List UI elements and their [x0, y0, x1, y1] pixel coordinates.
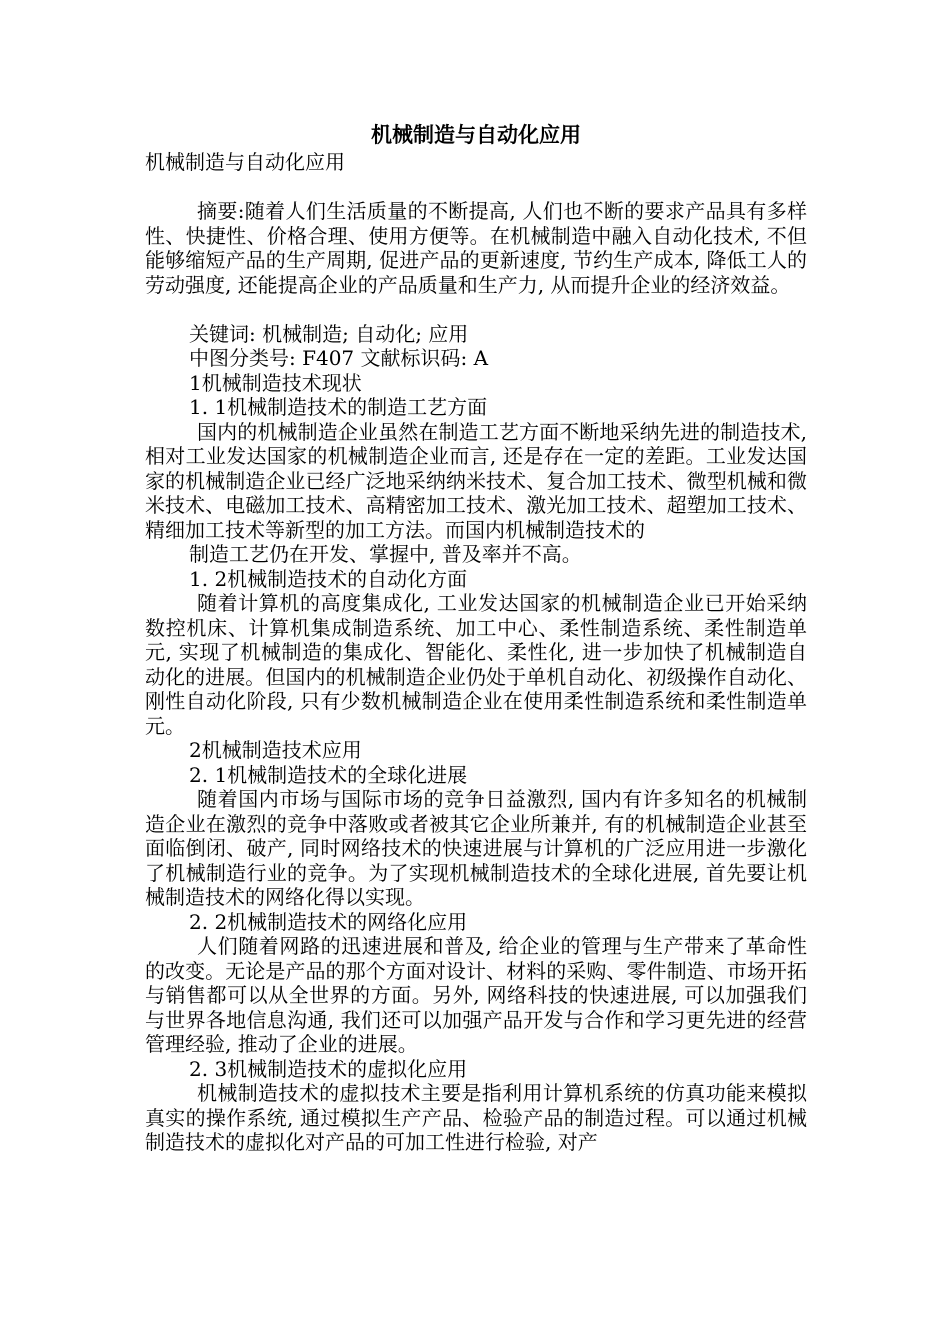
section-1-2-heading: 1. 2机械制造技术的自动化方面	[189, 566, 468, 591]
document-page	[145, 120, 807, 1155]
section-1-1-paragraph: 国内的机械制造企业虽然在制造工艺方面不断地采纳先进的制造技术, 相对工业发达国家的机械制造企业而言, 还是存在一定的差距。工业发达国家的机械制造企业已经广泛地采纳纳米技术、复合加工技术、微型机械和微米技术、电磁加工技术、高精密加工技术、激光加工技术、超塑加工技术、精细加工技术等新型的加工方法。而国内机械制造技术的	[145, 419, 807, 542]
section-2-heading: 2机械制造技术应用	[189, 738, 362, 762]
classification-line: 中图分类号: F407 文献标识码: A	[189, 346, 489, 370]
abstract-paragraph: 摘要:随着人们生活质量的不断提高, 人们也不断的要求产品具有多样性、快捷性、价格合理、使用方便等。在机械制造中融入自动化技术, 不但能够缩短产品的生产周期, 促进产品的更新速度, 节约生产成本, 降低工人的劳动强度, 还能提高企业的产品质量和生产力, 从而提升企业的经济效益。	[145, 199, 807, 297]
keywords-line: 关键词: 机械制造; 自动化; 应用	[189, 321, 469, 346]
spacer	[145, 297, 807, 322]
document-title: 机械制造与自动化应用	[371, 122, 581, 147]
section-2-3-paragraph: 机械制造技术的虚拟技术主要是指利用计算机系统的仿真功能来模拟真实的操作系统, 通过模拟生产产品、检验产品的制造过程。可以通过机械制造技术的虚拟化对产品的可加工性进行检验, 对产	[145, 1081, 807, 1154]
section-2-1-paragraph: 随着国内市场与国际市场的竞争日益激烈, 国内有许多知名的机械制造企业在激烈的竞争中落败或者被其它企业所兼并, 有的机械制造企业甚至面临倒闭、破产, 同时网络技术的快速进展与计算机的广泛应用进一步激化了机械制造行业的竞争。为了实现机械制造技术的全球化进展, 首先要让机械制造技术的网络化得以实现。	[145, 787, 807, 909]
document-subtitle: 机械制造与自动化应用	[145, 150, 345, 174]
section-2-2-paragraph: 人们随着网路的迅速进展和普及, 给企业的管理与生产带来了革命性的改变。无论是产品的那个方面对设计、材料的采购、零件制造、市场开拓与销售都可以从全世界的方面。另外, 网络科技的快速进展, 可以加强我们与世界各地信息沟通, 我们还可以加强产品开发与合作和学习更先进的经营管理经验, 推动了企业的进展。	[145, 934, 807, 1056]
section-2-3-heading: 2. 3机械制造技术的虚拟化应用	[189, 1056, 468, 1081]
section-1-1-heading: 1. 1机械制造技术的制造工艺方面	[189, 395, 488, 419]
spacer	[145, 175, 807, 200]
section-1-2-paragraph: 随着计算机的高度集成化, 工业发达国家的机械制造企业已开始采纳数控机床、计算机集成制造系统、加工中心、柔性制造系统、柔性制造单元, 实现了机械制造的集成化、智能化、柔性化, 进一步加快了机械制造自动化的进展。但国内的机械制造企业仍处于单机自动化、初级操作自动化、刚性自动化阶段, 只有少数机械制造企业在使用柔性制造系统和柔性制造单元。	[145, 591, 807, 738]
section-1-1-continuation: 制造工艺仍在开发、掌握中, 普及率并不高。	[189, 542, 582, 566]
section-2-1-heading: 2. 1机械制造技术的全球化进展	[189, 762, 468, 787]
section-2-2-heading: 2. 2机械制造技术的网络化应用	[189, 909, 468, 934]
section-1-heading: 1机械制造技术现状	[189, 370, 362, 395]
